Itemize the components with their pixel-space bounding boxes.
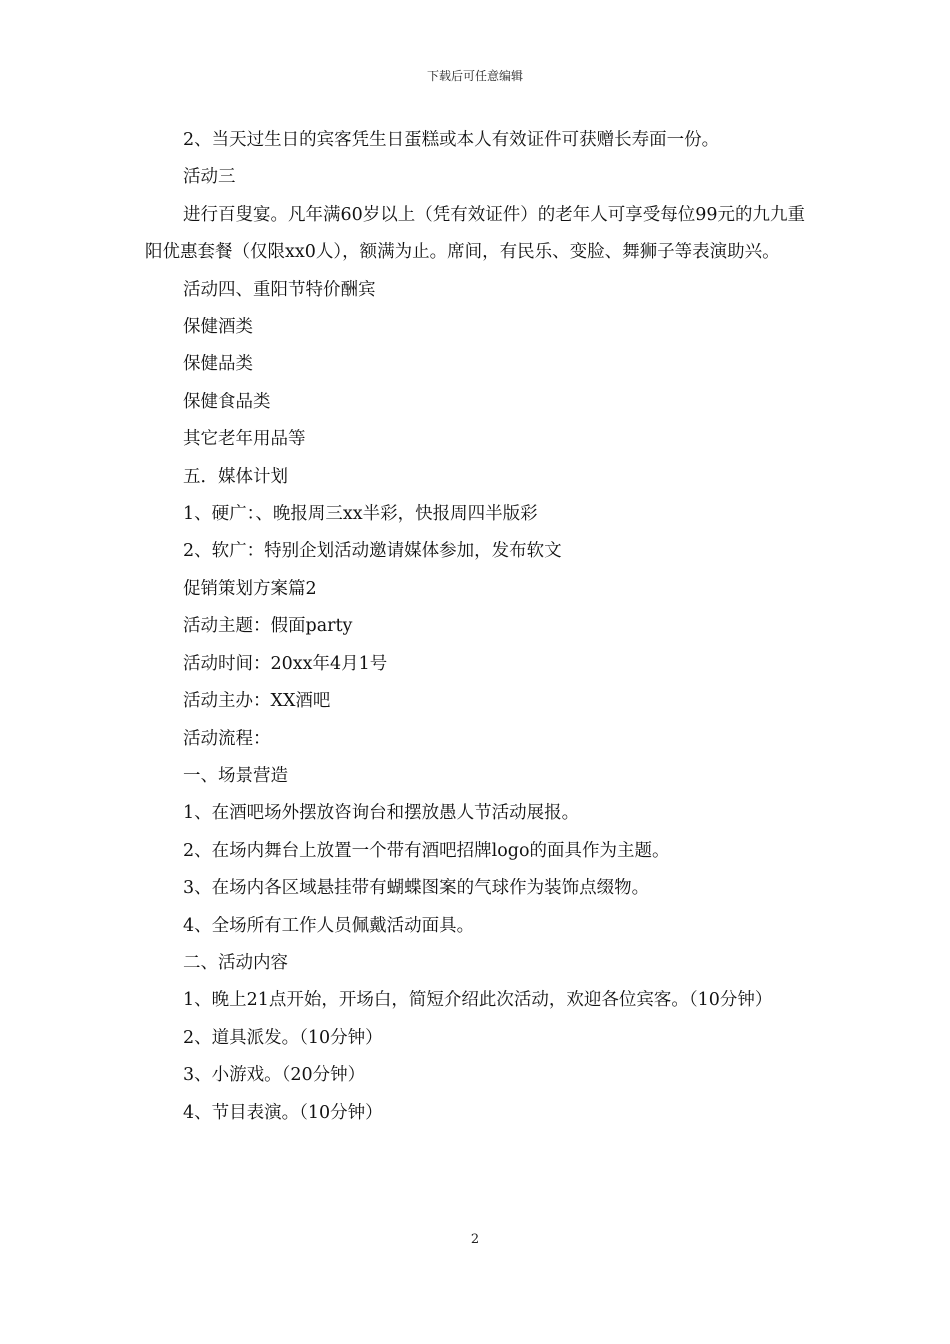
paragraph: 保健酒类 [183,317,253,338]
paragraph: 活动三 [183,167,236,188]
paragraph: 1、硬广：、晚报周三xx半彩，快报周四半版彩 [183,504,538,525]
paragraph: 2、道具派发。（10分钟） [183,1027,383,1048]
paragraph: 2、在场内舞台上放置一个带有酒吧招牌logo的面具作为主题。 [183,840,670,861]
paragraph: 保健品类 [183,354,253,375]
paragraph: 活动主题：假面party [183,616,353,637]
paragraph: 2、当天过生日的宾客凭生日蛋糕或本人有效证件可获赠长寿面一份。 [183,130,720,150]
paragraph: 保健食品类 [183,391,271,412]
paragraph: 1、在酒吧场外摆放咨询台和摆放愚人节活动展报。 [183,803,580,824]
paragraph: 五．媒体计划 [183,466,288,487]
page-number: 2 [470,1232,480,1247]
paragraph: 促销策划方案篇2 [183,578,317,599]
paragraph: 1、晚上21点开始，开场白，简短介绍此次活动，欢迎各位宾客。（10分钟） [183,990,773,1011]
paragraph: 二、活动内容 [183,952,288,973]
paragraph: 3、在场内各区域悬挂带有蝴蝶图案的气球作为装饰点缀物。 [183,878,650,899]
paragraph: 活动时间：20xx年4月1号 [183,653,388,674]
paragraph: 进行百叟宴。凡年满60岁以上（凭有效证件）的老年人可享受每位99元的九九重阳优惠套餐（仅限xx0人），额满为止。席间，有民乐、变脸、舞狮子等表演助兴。 [145,204,806,263]
paragraph: 2、软广：特别企划活动邀请媒体参加，发布软文 [183,541,562,562]
paragraph: 活动主办：XX酒吧 [183,691,331,712]
page-header: 下载后可任意编辑 [426,69,523,83]
paragraph: 3、小游戏。（20分钟） [183,1065,366,1086]
paragraph: 活动四、重阳节特价酬宾 [183,279,376,300]
paragraph: 一、场景营造 [183,765,288,786]
paragraph: 其它老年用品等 [183,429,306,450]
paragraph: 4、全场所有工作人员佩戴活动面具。 [183,915,475,936]
document-body [145,122,810,1132]
paragraph: 4、节目表演。（10分钟） [183,1102,383,1123]
paragraph: 活动流程： [183,728,271,749]
